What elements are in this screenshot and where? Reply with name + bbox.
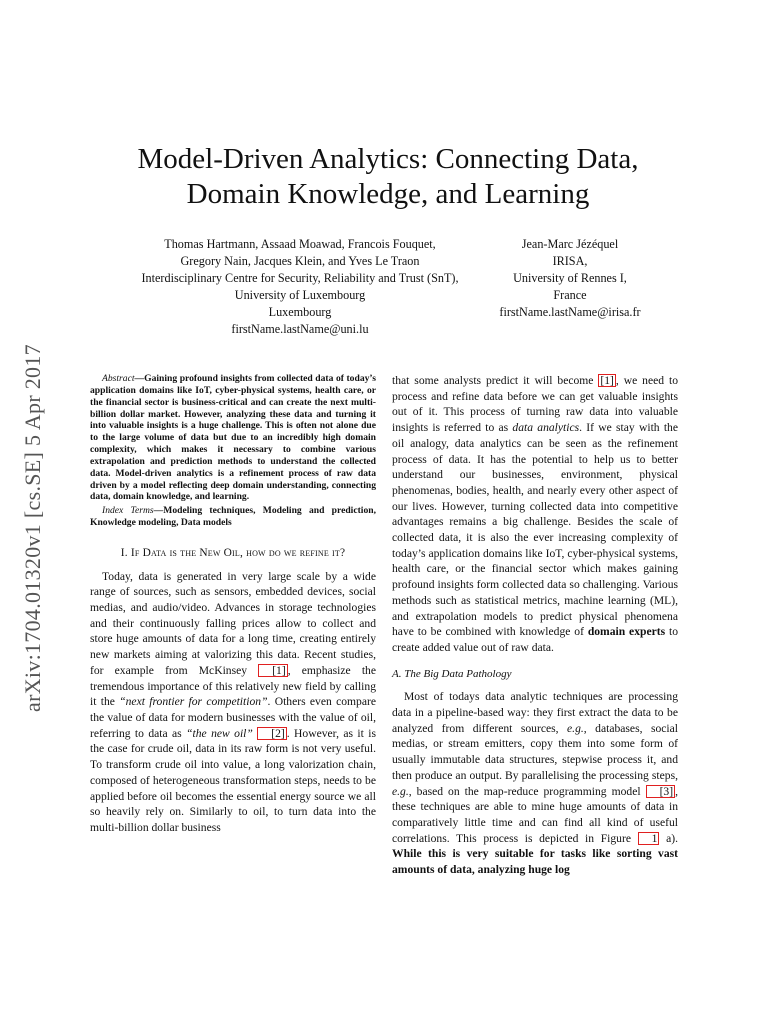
- author-names-line-1: Thomas Hartmann, Assaad Moawad, Francois Fouquet,: [164, 237, 436, 251]
- index-terms-dash: —: [153, 505, 164, 517]
- author-names-line-2: Gregory Nain, Jacques Klein, and Yves Le Traon: [180, 254, 420, 268]
- title-line-1: Model-Driven Analytics: Connecting Data,: [137, 143, 639, 175]
- citation-link[interactable]: [1]: [600, 374, 614, 387]
- text-run: a).: [659, 831, 678, 845]
- abstract-label: Abstract: [102, 373, 135, 384]
- abstract-dash: —: [134, 373, 145, 384]
- text-run: , based on the map-reduce programming model: [408, 784, 646, 798]
- text-run: Today, data is generated in very large scale by a wide range of sources, such as sensors, embedded devices, social medias, and audio/video. Advances in storage technologies and their continuously falling prices allow to collect and store huge amounts of data for a long time, creating entirely new markets aiming at valorizing this data. Recent studies, for example from McKinsey: [90, 569, 376, 677]
- index-terms-text: Modeling techniques, Modeling and prediction, Knowledge modeling, Data models: [90, 505, 376, 529]
- bold-term: domain experts: [587, 625, 666, 639]
- quote: “the new oil”: [186, 726, 253, 740]
- text-run: , we need to process and refine data before we can get valuable insights out of it. This process of turning raw data into valuable insights is referred to as: [392, 374, 678, 435]
- text-run: . However, as it is the case for crude oil, data in its raw form is not very useful. To transform crude oil into value, a long valorization chain, composed of heterogeneous transformation steps, needs to be applied before oil becomes the essential energy source we all so heavily rely on. Similarly to oil, to turn data into the multi-billion dollar business: [90, 726, 376, 834]
- quote: “next frontier for competition”: [119, 695, 268, 709]
- citation-link[interactable]: [1]: [258, 664, 288, 677]
- right-column: [392, 373, 678, 878]
- author-email: firstName.lastName@irisa.fr: [499, 305, 641, 319]
- emphasis: e.g.: [392, 784, 409, 798]
- author-email: firstName.lastName@uni.lu: [231, 322, 369, 336]
- text-run: , emphasize the tremendous importance of this relatively new field by calling it the: [90, 663, 376, 709]
- text-run: . Others even compare the value of data for modern businesses with the value of oil, referring to data as: [90, 695, 376, 740]
- text-run: , these techniques are able to mine huge amounts of data in comparatively little time and can find all kind of useful correlations. This process is depicted in Figure: [392, 784, 678, 845]
- affiliation-line-3: Luxembourg: [268, 305, 332, 319]
- affiliation-line-1: IRISA,: [552, 254, 588, 268]
- text-run: , databases, social medias, or stream emitters, copy them into some form of usually immutable data structures, stepwise process it, and then produce an output. By parallelising the processing steps,: [392, 721, 679, 782]
- section-heading: I. If Data is the New Oil, how do we refine it?: [120, 546, 346, 559]
- affiliation-line-1: Interdisciplinary Centre for Security, Reliability and Trust (SnT),: [141, 271, 459, 285]
- left-column: [90, 373, 376, 836]
- big-data-paragraph: [392, 689, 678, 877]
- abstract-text: Gaining profound insights from collected data of today’s application domains like IoT, cyber-physical systems, health care, or the financial sector is business-critical and can create the next multi-billion dollar market. However, analyzing these data and turning it into valuable insights is a huge challenge. This is often not alone due to the large volume of data but due to an incredibly high domain complexity, which makes it necessary to combine various extrapolation and prediction methods to understand the collected data. Model-driven analytics is a refinement process of raw data driven by a model reflecting deep domain understanding, connecting data, domain knowledge, and learning.: [90, 373, 376, 503]
- affiliation-line-2: University of Luxembourg: [234, 288, 366, 302]
- text-run: that some analysts predict it will become: [392, 374, 599, 387]
- arxiv-identifier-stamp: arXiv:1704.01320v1 [cs.SE] 5 Apr 2017: [20, 344, 45, 712]
- affiliation-line-2: University of Rennes I,: [513, 271, 627, 285]
- index-terms: [90, 505, 376, 529]
- citation-link[interactable]: [2]: [257, 727, 287, 740]
- author-block-irisa: [480, 236, 660, 321]
- abstract: [90, 373, 376, 503]
- title-line-2: Domain Knowledge, and Learning: [186, 178, 590, 210]
- intro-paragraph: [90, 569, 376, 836]
- author-name: Jean-Marc Jézéquel: [521, 237, 619, 251]
- subsection-heading: A. The Big Data Pathology: [392, 667, 512, 680]
- emphasis: e.g.: [567, 721, 584, 735]
- paper-title: [90, 142, 686, 212]
- bold-statement: While this is very suitable for tasks like sorting vast amounts of data, analyzing huge log: [392, 847, 678, 877]
- text-run: . If we stay with the oil analogy, data analytics can be seen as the refinement process of data. It has the potential to help us to better understand our businesses, environment, physical phenomenas, bodies, health, and nearly every other aspect of our lives. However, turning collected data into competitive advantages remains a big challenge. Besides the scale of collected data, it is also the ever increasing complexity of today’s application domains like IoT, cyber-physical systems, health care, or the financial sector which makes gaining profound insights form collected data so challenging. Various methods such as statistical metrics, machine learning (ML), and extrapolation models to predict physical phenomena have to be combined with knowledge of: [392, 421, 678, 639]
- affiliation-line-3: France: [553, 288, 587, 302]
- text-run: Most of todays data analytic techniques are processing data in a pipeline-based way: they first extract the data to be analyzed from different sources,: [392, 690, 678, 735]
- figure-link[interactable]: 1: [638, 832, 660, 845]
- index-terms-label: Index Terms: [102, 505, 154, 517]
- text-run: to create added value out of raw data.: [392, 625, 678, 654]
- citation-link[interactable]: [3]: [646, 785, 676, 798]
- emphasis: data analytics: [512, 421, 580, 435]
- intro-paragraph-continued: [392, 373, 678, 656]
- author-block-snt: [120, 236, 480, 338]
